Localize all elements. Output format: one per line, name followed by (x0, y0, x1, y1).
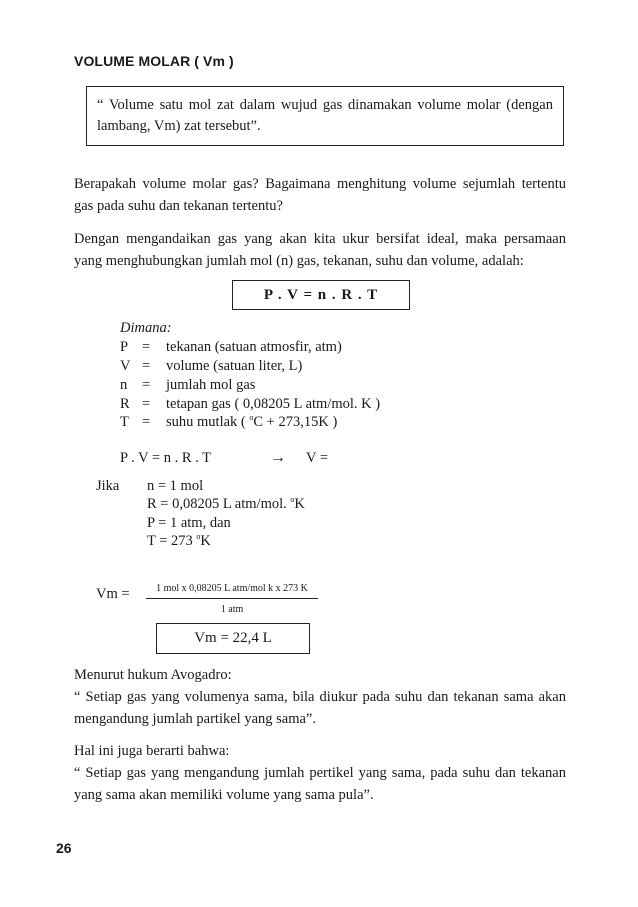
variable-row-n (120, 377, 255, 394)
avogadro-line-1: Menurut hukum Avogadro: (74, 667, 232, 683)
right-arrow-icon: → (270, 449, 286, 466)
derivation-right: V = (306, 450, 329, 466)
variable-symbol: n (120, 377, 128, 393)
equals-sign: = (142, 396, 151, 412)
ideal-gas-line-1: Dengan mengandaikan gas yang akan kita ukur bersifat ideal, maka persamaan (74, 231, 566, 247)
ideal-gas-equation-box: P . V = n . R . T (232, 280, 410, 310)
variable-row-v (120, 358, 302, 375)
definition-text (97, 95, 553, 137)
variable-row-r (120, 396, 380, 413)
variable-row-t (120, 414, 337, 431)
question-line-2: gas pada suhu dan tekanan tertentu? (74, 198, 283, 214)
fraction-numerator: 1 mol x 0,08205 L atm/mol k x 273 K (156, 583, 308, 594)
equals-sign: = (142, 414, 151, 430)
variable-description: jumlah mol gas (166, 377, 256, 393)
avogadro-line-2: “ Setiap gas yang volumenya sama, bila diukur pada suhu dan tekanan sama akan (74, 689, 566, 705)
ideal-gas-paragraph (74, 228, 566, 272)
variable-description: volume (satuan liter, L) (166, 358, 303, 374)
conclusion-line-3: yang sama akan memiliki volume yang sama pula”. (74, 787, 374, 803)
vm-label: Vm = (96, 586, 130, 602)
jika-label: Jika (96, 478, 120, 494)
definition-line-1: “ Volume satu mol zat dalam wujud gas dinamakan volume molar (dengan (97, 97, 553, 113)
given-p: P = 1 atm, dan (147, 515, 231, 531)
equals-sign: = (142, 339, 151, 355)
result-box: Vm = 22,4 L (156, 623, 310, 654)
vm-fraction (146, 582, 318, 617)
equals-sign: = (142, 377, 151, 393)
avogadro-paragraph (74, 664, 566, 730)
equals-sign: = (142, 358, 151, 374)
section-heading: VOLUME MOLAR ( Vm ) (74, 53, 234, 69)
conclusion-line-2: “ Setiap gas yang mengandung jumlah pertikel yang sama, pada suhu dan tekanan (74, 765, 566, 781)
question-line-1: Berapakah volume molar gas? Bagaimana menghitung volume sejumlah tertentu (74, 176, 566, 192)
variable-description: tekanan (satuan atmosfir, atm) (166, 339, 342, 355)
conclusion-line-1: Hal ini juga berarti bahwa: (74, 743, 230, 759)
definition-box (86, 86, 564, 146)
derivation-left: P . V = n . R . T (120, 450, 212, 466)
dimana-label: Dimana: (120, 320, 172, 336)
avogadro-line-3: mengandung jumlah partikel yang sama”. (74, 711, 316, 727)
variable-symbol: T (120, 414, 129, 430)
fraction-bar (146, 598, 318, 599)
variable-symbol: P (120, 339, 129, 355)
given-t: T = 273 $^o$K (147, 532, 211, 549)
ideal-gas-line-2: yang menghubungkan jumlah mol (n) gas, tekanan, suhu dan volume, adalah: (74, 253, 524, 269)
given-n: n = 1 mol (147, 478, 204, 494)
variable-symbol: V (120, 358, 131, 374)
definition-line-2: lambang, Vm) zat tersebut”. (97, 118, 261, 134)
page-number: 26 (56, 840, 72, 856)
conclusion-paragraph (74, 740, 566, 806)
variable-description: suhu mutlak ( $^o$C + 273,15K ) (166, 413, 338, 430)
question-paragraph (74, 173, 566, 217)
variable-symbol: R (120, 396, 130, 412)
given-r: R = 0,08205 L atm/mol. $^o$K (147, 495, 305, 512)
fraction-denominator: 1 atm (220, 604, 244, 615)
variable-description: tetapan gas ( 0,08205 L atm/mol. K ) (166, 396, 381, 412)
variable-row-p (120, 339, 342, 356)
